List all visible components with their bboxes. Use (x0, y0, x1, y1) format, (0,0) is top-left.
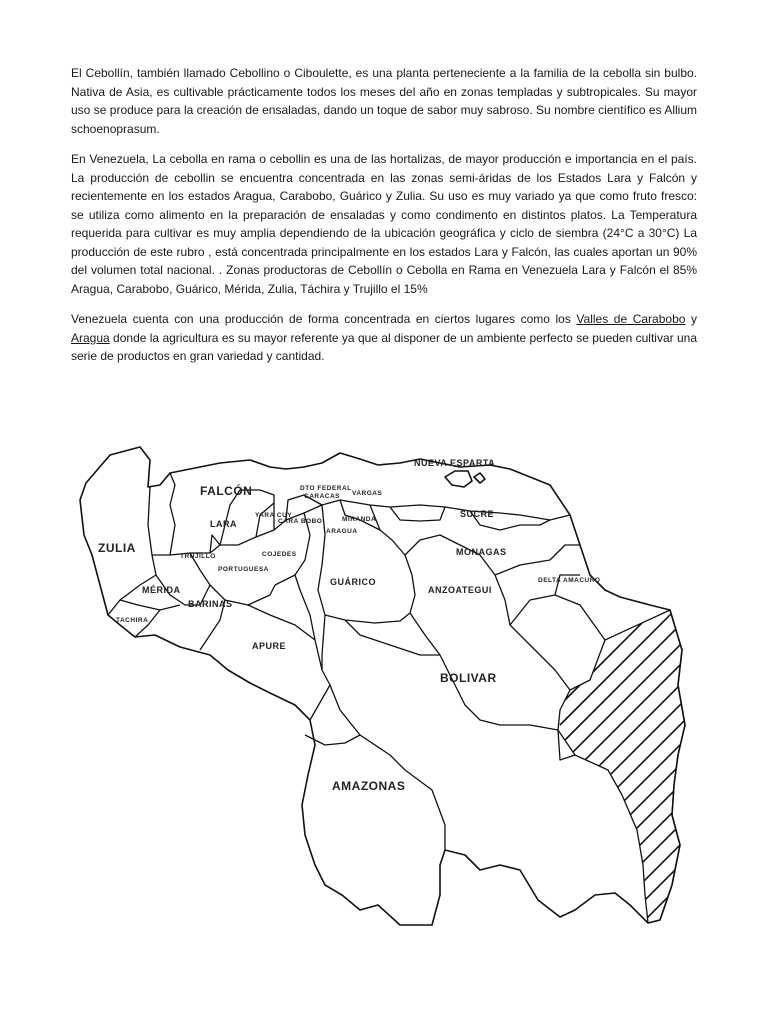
label-dto-federal: DTO FEDERAL (300, 485, 352, 492)
label-yaracuy: YARA CUY (255, 512, 293, 519)
label-trujillo: TRUJILLO (180, 553, 216, 560)
paragraph-text: donde la agricultura es su mayor referente ya que al disponer de un ambiente perfecto se pueden cultivar una serie de productos en gran variedad y cantidad. (71, 330, 697, 363)
label-bolivar: BOLIVAR (440, 671, 497, 685)
country-outline (80, 447, 685, 925)
paragraph-text: y (685, 312, 697, 326)
label-apure: APURE (252, 641, 287, 651)
label-anzoategui: ANZOATEGUI (428, 585, 492, 595)
paragraph-intro: El Cebollín, también llamado Cebollino o Ciboulette, es una planta perteneciente a la familia de la cebolla sin bulbo. Nativa de Asia, es cultivable prácticamente todos los meses del año en zonas templadas y subtropicales. Su mayor uso se produce para la creación de ensaladas, dando un toque de sabor muy sabroso. Su nombre científico es Allium schoenoprasum. (71, 66, 697, 136)
paragraph-valleys (71, 310, 697, 366)
label-caracas: CARACAS (304, 493, 340, 500)
link-valles-de-carabobo[interactable]: Valles de Carabobo (576, 312, 686, 326)
label-falcon: FALCÓN (200, 484, 253, 498)
label-vargas: VARGAS (352, 490, 383, 497)
label-merida: MÉRIDA (142, 585, 181, 595)
label-nueva-esparta: NUEVA ESPARTA (414, 458, 496, 468)
label-amazonas: AMAZONAS (332, 779, 406, 793)
venezuela-map (60, 425, 700, 955)
label-delta-amacuro: DELTA AMACURO (538, 577, 601, 584)
paragraph-text: Venezuela cuenta con una producción de forma concentrada en ciertos lugares como los (71, 312, 577, 326)
label-tachira: TACHIRA (116, 617, 149, 624)
label-lara: LARA (210, 519, 237, 529)
label-barinas: BARINAS (188, 599, 233, 609)
label-cojedes: COJEDES (262, 551, 297, 558)
label-carabobo: CARA BOBO (278, 518, 323, 525)
label-portuguesa: PORTUGUESA (218, 566, 269, 573)
label-miranda: MIRANDA (342, 516, 377, 523)
label-zulia: ZULIA (98, 541, 136, 555)
label-sucre: SUCRE (460, 509, 495, 519)
label-monagas: MONAGAS (456, 547, 507, 557)
label-guarico: GUÁRICO (330, 577, 376, 587)
paragraph-venezuela-production: En Venezuela, La cebolla en rama o cebollin es una de las hortalizas, de mayor producción e importancia en el país. La producción de cebollin se encuentra concentrada en las zonas semi-áridas de los Estados Lara y Falcón y recientemente en los estados Aragua, Carabobo, Guárico y Zulia. Su uso es muy variado ya que como fruto fresco: se utiliza como alimento en la preparación de ensaladas y como condimento en distintos platos. La Temperatura requerida para cultivar es muy amplia dependiendo de la ubicación geográfica y ciclo de siembra (24°C a 30°C) La producción de este rubro , está concentrada principalmente en los estados Lara y Falcón, las cuales aportan un 90% del volumen total nacional. . Zonas productoras de Cebollín o Cebolla en Rama en Venezuela Lara y Falcón el 85% Aragua, Carabobo, Guárico, Mérida, Zulia, Táchira y Trujillo el 15% (71, 152, 697, 296)
link-aragua[interactable]: Aragua (71, 330, 110, 345)
label-aragua: ARAGUA (326, 528, 358, 535)
